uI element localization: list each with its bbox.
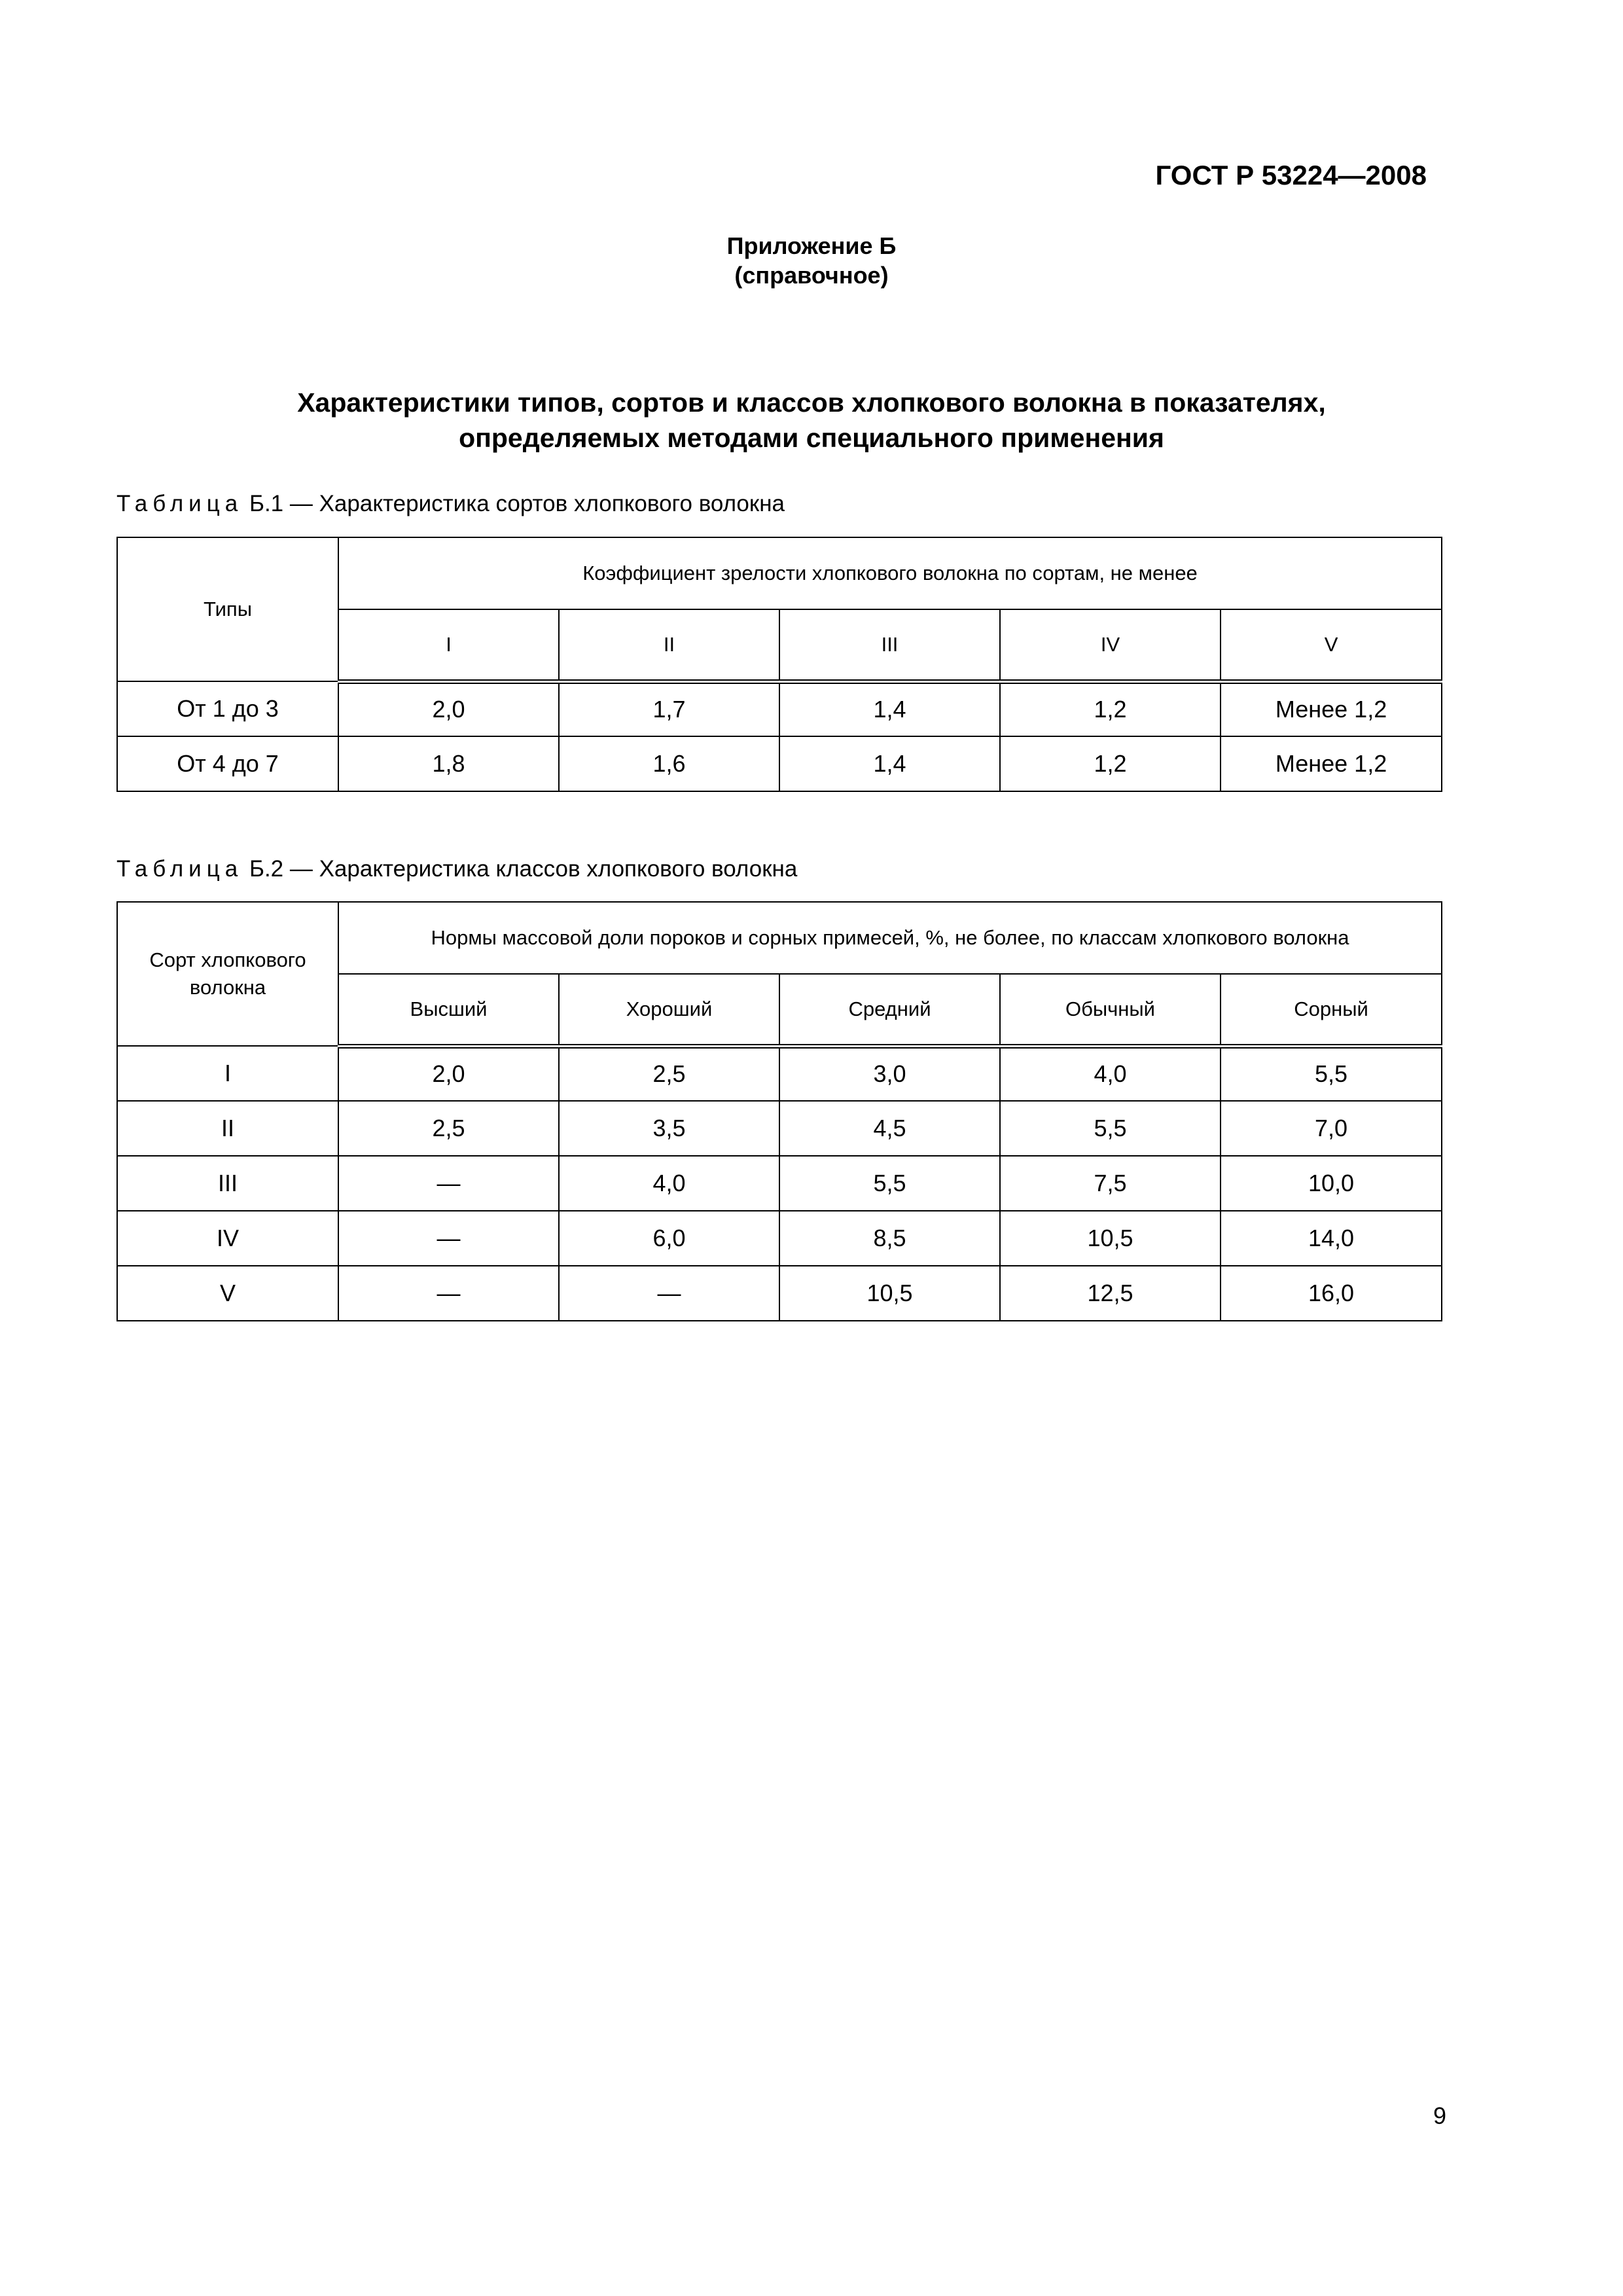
- table-row: [117, 1211, 1442, 1266]
- table-cell: 10,0: [1221, 1156, 1442, 1211]
- row-label: От 4 до 7: [117, 736, 338, 791]
- row-label: II: [117, 1101, 338, 1156]
- table-cell: 10,5: [1000, 1211, 1221, 1266]
- table-b1-group-header: Коэффициент зрелости хлопкового волокна по сортам, не менее: [338, 537, 1442, 609]
- table-row: [117, 736, 1442, 791]
- table-cell: 1,2: [1000, 736, 1221, 791]
- table-row: [117, 1046, 1442, 1101]
- table-b2-caption-text: Б.2 — Характеристика классов хлопкового волокна: [249, 856, 798, 882]
- table-cell: 2,5: [338, 1101, 559, 1156]
- row-label: От 1 до 3: [117, 681, 338, 736]
- table-b1-column-header: I: [338, 609, 559, 681]
- table-b1-row-header: Типы: [117, 537, 338, 681]
- table-cell: 7,0: [1221, 1101, 1442, 1156]
- table-b2-column-header: Сорный: [1221, 974, 1442, 1046]
- table-b2-column-header: Обычный: [1000, 974, 1221, 1046]
- table-cell: 10,5: [779, 1266, 1000, 1321]
- table-cell: 1,8: [338, 736, 559, 791]
- annex-kind: (справочное): [734, 262, 889, 289]
- table-cell: 1,4: [779, 736, 1000, 791]
- table-cell: 4,0: [1000, 1046, 1221, 1101]
- table-cell: 12,5: [1000, 1266, 1221, 1321]
- table-cell: Менее 1,2: [1221, 681, 1442, 736]
- row-label: III: [117, 1156, 338, 1211]
- table-b1-caption-text: Б.1 — Характеристика сортов хлопкового волокна: [249, 491, 785, 516]
- standard-code: ГОСТ Р 53224—2008: [1155, 160, 1427, 190]
- table-cell: 16,0: [1221, 1266, 1442, 1321]
- table-b2-column-header: Средний: [779, 974, 1000, 1046]
- table-row: [117, 1156, 1442, 1211]
- table-b1-caption: [116, 491, 785, 517]
- table-cell: 7,5: [1000, 1156, 1221, 1211]
- table-cell: 2,0: [338, 1046, 559, 1101]
- table-cell: 6,0: [559, 1211, 779, 1266]
- table-cell: Менее 1,2: [1221, 736, 1442, 791]
- table-cell: —: [559, 1266, 779, 1321]
- row-label: V: [117, 1266, 338, 1321]
- table-cell: 1,6: [559, 736, 779, 791]
- table-b2-row-header: Сорт хлопкового волокна: [117, 902, 338, 1046]
- table-cell: 5,5: [1000, 1101, 1221, 1156]
- table-cell: —: [338, 1211, 559, 1266]
- table-b2-column-header: Высший: [338, 974, 559, 1046]
- table-cell: 1,2: [1000, 681, 1221, 736]
- table-b1-column-header: II: [559, 609, 779, 681]
- table-b2-group-header: Нормы массовой доли пороков и сорных примесей, %, не более, по классам хлопкового волокна: [338, 902, 1442, 974]
- table-b2: [116, 901, 1442, 1321]
- table-row: [117, 681, 1442, 736]
- table-cell: 4,5: [779, 1101, 1000, 1156]
- table-cell: —: [338, 1266, 559, 1321]
- row-label: IV: [117, 1211, 338, 1266]
- table-row: [117, 1101, 1442, 1156]
- section-heading-line-1: Характеристики типов, сортов и классов хлопкового волокна в показателях,: [297, 387, 1326, 418]
- table-cell: 3,0: [779, 1046, 1000, 1101]
- table-b2-column-header: Хороший: [559, 974, 779, 1046]
- annex-title: Приложение Б: [726, 232, 897, 259]
- table-row: [117, 1266, 1442, 1321]
- table-cell: 3,5: [559, 1101, 779, 1156]
- table-cell: 5,5: [779, 1156, 1000, 1211]
- table-cell: 2,5: [559, 1046, 779, 1101]
- table-cell: 4,0: [559, 1156, 779, 1211]
- table-b1-column-header: V: [1221, 609, 1442, 681]
- row-label: I: [117, 1046, 338, 1101]
- table-cell: 8,5: [779, 1211, 1000, 1266]
- table-cell: —: [338, 1156, 559, 1211]
- table-cell: 2,0: [338, 681, 559, 736]
- table-b1: [116, 537, 1442, 792]
- page-number: 9: [1433, 2102, 1446, 2129]
- table-cell: 14,0: [1221, 1211, 1442, 1266]
- table-cell: 1,7: [559, 681, 779, 736]
- section-heading-line-2: определяемых методами специального применения: [459, 423, 1164, 453]
- table-cell: 5,5: [1221, 1046, 1442, 1101]
- table-cell: 1,4: [779, 681, 1000, 736]
- table-b1-column-header: IV: [1000, 609, 1221, 681]
- table-b1-caption-label: Таблица: [116, 491, 243, 516]
- table-b2-caption: [116, 856, 797, 882]
- table-b2-caption-label: Таблица: [116, 856, 243, 882]
- table-b1-column-header: III: [779, 609, 1000, 681]
